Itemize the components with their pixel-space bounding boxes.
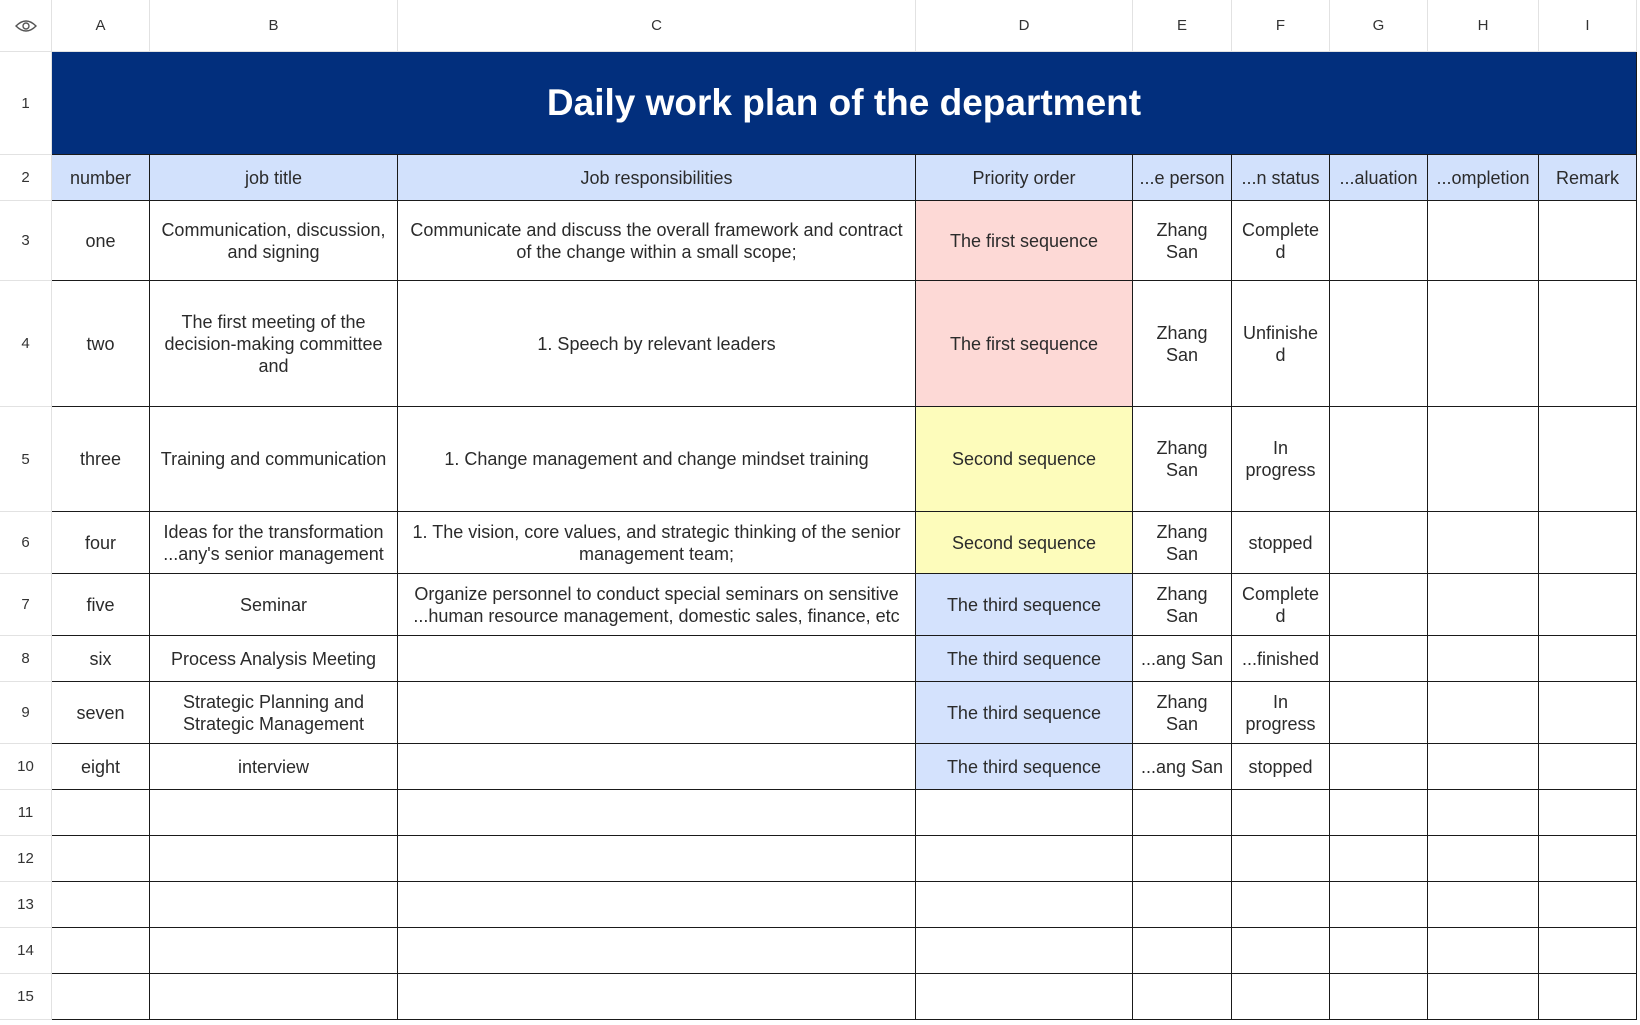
row-header-4[interactable]: 4 bbox=[0, 281, 52, 407]
column-header-f[interactable]: F bbox=[1232, 0, 1330, 52]
cell-remark[interactable] bbox=[1539, 682, 1637, 744]
row-header-11[interactable]: 11 bbox=[0, 790, 52, 836]
cell-completion[interactable] bbox=[1428, 407, 1539, 512]
row-header-5[interactable]: 5 bbox=[0, 407, 52, 512]
cell-status[interactable]: Unfinishe d bbox=[1232, 281, 1330, 407]
cell-job-title[interactable]: Process Analysis Meeting bbox=[150, 636, 398, 682]
cell-person[interactable]: ...ang San bbox=[1133, 636, 1232, 682]
cell-completion[interactable] bbox=[1428, 281, 1539, 407]
empty-cell[interactable] bbox=[1330, 882, 1428, 928]
cell-completion[interactable] bbox=[1428, 636, 1539, 682]
cell-remark[interactable] bbox=[1539, 744, 1637, 790]
cell-remark[interactable] bbox=[1539, 512, 1637, 574]
cell-number[interactable]: four bbox=[52, 512, 150, 574]
cell-number[interactable]: five bbox=[52, 574, 150, 636]
empty-cell[interactable] bbox=[1133, 836, 1232, 882]
cell-responsibilities[interactable]: 1. The vision, core values, and strategic thinking of the senior management team; bbox=[398, 512, 916, 574]
cell-number[interactable]: two bbox=[52, 281, 150, 407]
row-header-13[interactable]: 13 bbox=[0, 882, 52, 928]
cell-evaluation[interactable] bbox=[1330, 512, 1428, 574]
empty-cell[interactable] bbox=[150, 974, 398, 1020]
column-header-c[interactable]: C bbox=[398, 0, 916, 52]
empty-cell[interactable] bbox=[1539, 928, 1637, 974]
empty-cell[interactable] bbox=[398, 882, 916, 928]
row-header-3[interactable]: 3 bbox=[0, 201, 52, 281]
cell-person[interactable]: Zhang San bbox=[1133, 682, 1232, 744]
row-header-12[interactable]: 12 bbox=[0, 836, 52, 882]
empty-cell[interactable] bbox=[1133, 928, 1232, 974]
empty-cell[interactable] bbox=[916, 836, 1133, 882]
cell-evaluation[interactable] bbox=[1330, 682, 1428, 744]
empty-cell[interactable] bbox=[1539, 836, 1637, 882]
row-header-6[interactable]: 6 bbox=[0, 512, 52, 574]
cell-status[interactable]: ...finished bbox=[1232, 636, 1330, 682]
cell-person[interactable]: Zhang San bbox=[1133, 281, 1232, 407]
row-header-1[interactable]: 1 bbox=[0, 52, 52, 155]
empty-cell[interactable] bbox=[150, 928, 398, 974]
empty-cell[interactable] bbox=[1428, 790, 1539, 836]
header-responsible-person[interactable]: ...e person bbox=[1133, 155, 1232, 201]
empty-cell[interactable] bbox=[1232, 974, 1330, 1020]
cell-job-title[interactable]: Communication, discussion, and signing bbox=[150, 201, 398, 281]
empty-cell[interactable] bbox=[1539, 974, 1637, 1020]
cell-evaluation[interactable] bbox=[1330, 636, 1428, 682]
cell-remark[interactable] bbox=[1539, 281, 1637, 407]
cell-person[interactable]: Zhang San bbox=[1133, 574, 1232, 636]
cell-completion[interactable] bbox=[1428, 512, 1539, 574]
empty-cell[interactable] bbox=[1428, 836, 1539, 882]
empty-cell[interactable] bbox=[1428, 974, 1539, 1020]
empty-cell[interactable] bbox=[1330, 974, 1428, 1020]
empty-cell[interactable] bbox=[398, 928, 916, 974]
cell-evaluation[interactable] bbox=[1330, 281, 1428, 407]
cell-priority[interactable]: Second sequence bbox=[916, 407, 1133, 512]
header-evaluation[interactable]: ...aluation bbox=[1330, 155, 1428, 201]
row-header-8[interactable]: 8 bbox=[0, 636, 52, 682]
sheet-title-cell[interactable]: Daily work plan of the department bbox=[52, 52, 1637, 155]
empty-cell[interactable] bbox=[916, 974, 1133, 1020]
header-priority-order[interactable]: Priority order bbox=[916, 155, 1133, 201]
empty-cell[interactable] bbox=[1428, 928, 1539, 974]
cell-status[interactable]: Complete d bbox=[1232, 574, 1330, 636]
empty-cell[interactable] bbox=[52, 882, 150, 928]
cell-completion[interactable] bbox=[1428, 201, 1539, 281]
cell-evaluation[interactable] bbox=[1330, 201, 1428, 281]
cell-evaluation[interactable] bbox=[1330, 407, 1428, 512]
empty-cell[interactable] bbox=[1330, 790, 1428, 836]
column-header-b[interactable]: B bbox=[150, 0, 398, 52]
cell-priority[interactable]: The first sequence bbox=[916, 281, 1133, 407]
cell-responsibilities[interactable] bbox=[398, 682, 916, 744]
cell-status[interactable]: Complete d bbox=[1232, 201, 1330, 281]
empty-cell[interactable] bbox=[1133, 882, 1232, 928]
empty-cell[interactable] bbox=[150, 790, 398, 836]
empty-cell[interactable] bbox=[398, 974, 916, 1020]
empty-cell[interactable] bbox=[1330, 836, 1428, 882]
cell-number[interactable]: six bbox=[52, 636, 150, 682]
cell-completion[interactable] bbox=[1428, 744, 1539, 790]
cell-person[interactable]: Zhang San bbox=[1133, 407, 1232, 512]
row-header-14[interactable]: 14 bbox=[0, 928, 52, 974]
select-all-corner[interactable] bbox=[0, 0, 52, 52]
empty-cell[interactable] bbox=[916, 882, 1133, 928]
row-header-9[interactable]: 9 bbox=[0, 682, 52, 744]
empty-cell[interactable] bbox=[1133, 790, 1232, 836]
empty-cell[interactable] bbox=[398, 836, 916, 882]
cell-job-title[interactable]: Ideas for the transformation ...any's senior management bbox=[150, 512, 398, 574]
cell-job-title[interactable]: Training and communication bbox=[150, 407, 398, 512]
row-header-2[interactable]: 2 bbox=[0, 155, 52, 201]
cell-job-title[interactable]: Strategic Planning and Strategic Management bbox=[150, 682, 398, 744]
cell-completion[interactable] bbox=[1428, 574, 1539, 636]
empty-cell[interactable] bbox=[1232, 790, 1330, 836]
empty-cell[interactable] bbox=[52, 974, 150, 1020]
row-header-15[interactable]: 15 bbox=[0, 974, 52, 1020]
cell-job-title[interactable]: Seminar bbox=[150, 574, 398, 636]
empty-cell[interactable] bbox=[916, 790, 1133, 836]
header-job-responsibilities[interactable]: Job responsibilities bbox=[398, 155, 916, 201]
empty-cell[interactable] bbox=[916, 928, 1133, 974]
header-job-title[interactable]: job title bbox=[150, 155, 398, 201]
empty-cell[interactable] bbox=[1133, 974, 1232, 1020]
cell-number[interactable]: seven bbox=[52, 682, 150, 744]
empty-cell[interactable] bbox=[1330, 928, 1428, 974]
cell-status[interactable]: In progress bbox=[1232, 682, 1330, 744]
cell-job-title[interactable]: The first meeting of the decision-making committee and bbox=[150, 281, 398, 407]
column-header-i[interactable]: I bbox=[1539, 0, 1637, 52]
header-number[interactable]: number bbox=[52, 155, 150, 201]
cell-responsibilities[interactable]: Communicate and discuss the overall framework and contract of the change within a small scope; bbox=[398, 201, 916, 281]
column-header-e[interactable]: E bbox=[1133, 0, 1232, 52]
cell-remark[interactable] bbox=[1539, 636, 1637, 682]
empty-cell[interactable] bbox=[150, 882, 398, 928]
cell-responsibilities[interactable] bbox=[398, 636, 916, 682]
header-completion[interactable]: ...ompletion bbox=[1428, 155, 1539, 201]
cell-priority[interactable]: The third sequence bbox=[916, 744, 1133, 790]
cell-person[interactable]: ...ang San bbox=[1133, 744, 1232, 790]
cell-person[interactable]: Zhang San bbox=[1133, 512, 1232, 574]
cell-person[interactable]: Zhang San bbox=[1133, 201, 1232, 281]
cell-completion[interactable] bbox=[1428, 682, 1539, 744]
cell-priority[interactable]: The third sequence bbox=[916, 682, 1133, 744]
cell-responsibilities[interactable]: 1. Change management and change mindset training bbox=[398, 407, 916, 512]
cell-job-title[interactable]: interview bbox=[150, 744, 398, 790]
empty-cell[interactable] bbox=[398, 790, 916, 836]
empty-cell[interactable] bbox=[52, 790, 150, 836]
cell-responsibilities[interactable]: 1. Speech by relevant leaders bbox=[398, 281, 916, 407]
cell-evaluation[interactable] bbox=[1330, 744, 1428, 790]
empty-cell[interactable] bbox=[1539, 882, 1637, 928]
cell-priority[interactable]: The first sequence bbox=[916, 201, 1133, 281]
cell-responsibilities[interactable] bbox=[398, 744, 916, 790]
cell-number[interactable]: one bbox=[52, 201, 150, 281]
cell-remark[interactable] bbox=[1539, 201, 1637, 281]
empty-cell[interactable] bbox=[52, 928, 150, 974]
cell-number[interactable]: eight bbox=[52, 744, 150, 790]
column-header-a[interactable]: A bbox=[52, 0, 150, 52]
empty-cell[interactable] bbox=[1232, 928, 1330, 974]
column-header-g[interactable]: G bbox=[1330, 0, 1428, 52]
cell-status[interactable]: stopped bbox=[1232, 744, 1330, 790]
cell-priority[interactable]: The third sequence bbox=[916, 636, 1133, 682]
empty-cell[interactable] bbox=[1232, 882, 1330, 928]
cell-evaluation[interactable] bbox=[1330, 574, 1428, 636]
header-completion-status[interactable]: ...n status bbox=[1232, 155, 1330, 201]
empty-cell[interactable] bbox=[52, 836, 150, 882]
cell-remark[interactable] bbox=[1539, 407, 1637, 512]
empty-cell[interactable] bbox=[1232, 836, 1330, 882]
cell-status[interactable]: stopped bbox=[1232, 512, 1330, 574]
cell-responsibilities[interactable]: Organize personnel to conduct special seminars on sensitive ...human resource management, domestic sales, finance, etc bbox=[398, 574, 916, 636]
header-remark[interactable]: Remark bbox=[1539, 155, 1637, 201]
row-header-10[interactable]: 10 bbox=[0, 744, 52, 790]
column-header-h[interactable]: H bbox=[1428, 0, 1539, 52]
column-header-d[interactable]: D bbox=[916, 0, 1133, 52]
cell-priority[interactable]: Second sequence bbox=[916, 512, 1133, 574]
cell-remark[interactable] bbox=[1539, 574, 1637, 636]
eye-icon bbox=[15, 19, 37, 33]
empty-cell[interactable] bbox=[150, 836, 398, 882]
cell-priority[interactable]: The third sequence bbox=[916, 574, 1133, 636]
cell-status[interactable]: In progress bbox=[1232, 407, 1330, 512]
row-header-7[interactable]: 7 bbox=[0, 574, 52, 636]
empty-cell[interactable] bbox=[1539, 790, 1637, 836]
cell-number[interactable]: three bbox=[52, 407, 150, 512]
empty-cell[interactable] bbox=[1428, 882, 1539, 928]
